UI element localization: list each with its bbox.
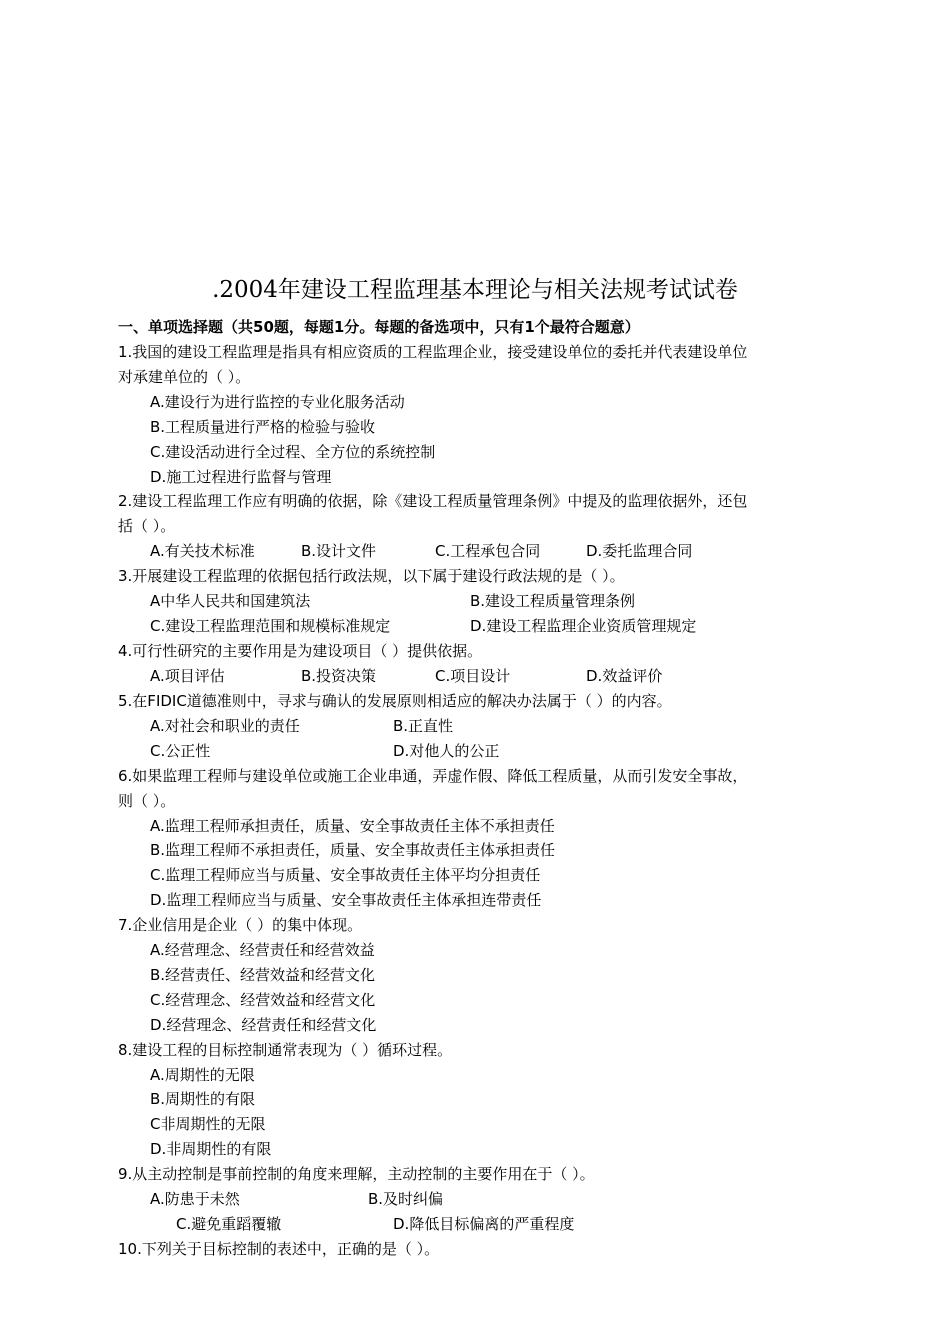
question-1-option-c: C.建设活动进行全过程、全方位的系统控制 (150, 443, 436, 461)
question-8-option-b: B.周期性的有限 (150, 1090, 256, 1108)
question-1-stem-cont: 对承建单位的（ ）。 (118, 368, 251, 386)
question-4-option-a: A.项目评估 (150, 667, 225, 685)
question-2-option-d: D.委托监理合同 (586, 542, 693, 560)
question-3-stem: 3.开展建设工程监理的依据包括行政法规，以下属于建设行政法规的是（ ）。 (118, 567, 625, 585)
question-6-stem: 6.如果监理工程师与建设单位或施工企业串通，弄虚作假、降低工程质量，从而引发安全事故， (118, 767, 748, 785)
question-3-option-c: C.建设工程监理范围和规模标准规定 (150, 617, 391, 635)
question-2-option-c: C.工程承包合同 (435, 542, 541, 560)
question-5-stem: 5.在FIDIC道德准则中，寻求与确认的发展原则相适应的解决办法属于（ ）的内容。 (118, 692, 672, 710)
question-8-option-a: A.周期性的无限 (150, 1066, 255, 1084)
question-9-option-d: D.降低目标偏离的严重程度 (393, 1215, 575, 1233)
question-5-option-a: A.对社会和职业的责任 (150, 717, 300, 735)
question-10-stem: 10.下列关于目标控制的表述中，正确的是（ ）。 (118, 1240, 440, 1258)
question-1-option-a: A.建设行为进行监控的专业化服务活动 (150, 393, 405, 411)
question-6-option-d: D.监理工程师应当与质量、安全事故责任主体承担连带责任 (150, 891, 542, 909)
exam-title: .2004年建设工程监理基本理论与相关法规考试试卷 (212, 277, 738, 303)
question-7-option-c: C.经营理念、经营效益和经营文化 (150, 991, 376, 1009)
question-4-option-c: C.项目设计 (435, 667, 511, 685)
question-7-stem: 7.企业信用是企业（ ）的集中体现。 (118, 916, 363, 934)
question-4-option-d: D.效益评价 (586, 667, 663, 685)
question-5-option-b: B.正直性 (393, 717, 454, 735)
question-6-option-b: B.监理工程师不承担责任，质量、安全事故责任主体承担责任 (150, 841, 556, 859)
question-4-option-b: B.投资决策 (301, 667, 377, 685)
question-3-option-a: A中华人民共和国建筑法 (150, 592, 311, 610)
question-1-stem: 1.我国的建设工程监理是指具有相应资质的工程监理企业，接受建设单位的委托并代表建设单位 (118, 343, 748, 361)
question-8-option-c: C非周期性的无限 (150, 1115, 266, 1133)
question-1-option-b: B.工程质量进行严格的检验与验收 (150, 418, 376, 436)
question-5-option-c: C.公正性 (150, 742, 211, 760)
question-6-stem-cont: 则（ ）。 (118, 792, 176, 810)
question-4-stem: 4.可行性研究的主要作用是为建设项目（ ）提供依据。 (118, 642, 483, 660)
question-6-option-c: C.监理工程师应当与质量、安全事故责任主体平均分担责任 (150, 866, 541, 884)
section-heading: 一、单项选择题（共50题，每题1分。每题的备选项中，只有1个最符合题意） (118, 318, 640, 336)
question-1-option-d: D.施工过程进行监督与管理 (150, 468, 332, 486)
question-5-option-d: D.对他人的公正 (393, 742, 500, 760)
question-7-option-b: B.经营责任、经营效益和经营文化 (150, 966, 376, 984)
question-7-option-a: A.经营理念、经营责任和经营效益 (150, 941, 375, 959)
question-6-option-a: A.监理工程师承担责任，质量、安全事故责任主体不承担责任 (150, 817, 555, 835)
question-8-stem: 8.建设工程的目标控制通常表现为（ ）循环过程。 (118, 1041, 453, 1059)
question-2-option-a: A.有关技术标准 (150, 542, 255, 560)
question-3-option-d: D.建设工程监理企业资质管理规定 (470, 617, 697, 635)
question-2-stem-cont: 括（ ）。 (118, 517, 176, 535)
question-3-option-b: B.建设工程质量管理条例 (470, 592, 636, 610)
question-9-option-c: C.避免重蹈覆辙 (176, 1215, 282, 1233)
question-9-option-a: A.防患于未然 (150, 1190, 240, 1208)
question-9-option-b: B.及时纠偏 (368, 1190, 444, 1208)
question-8-option-d: D.非周期性的有限 (150, 1140, 272, 1158)
question-7-option-d: D.经营理念、经营责任和经营文化 (150, 1016, 377, 1034)
question-2-stem: 2.建设工程监理工作应有明确的依据，除《建设工程质量管理条例》中提及的监理依据外，还包 (118, 492, 748, 510)
question-2-option-b: B.设计文件 (301, 542, 377, 560)
question-9-stem: 9.从主动控制是事前控制的角度来理解，主动控制的主要作用在于（ ）。 (118, 1165, 595, 1183)
